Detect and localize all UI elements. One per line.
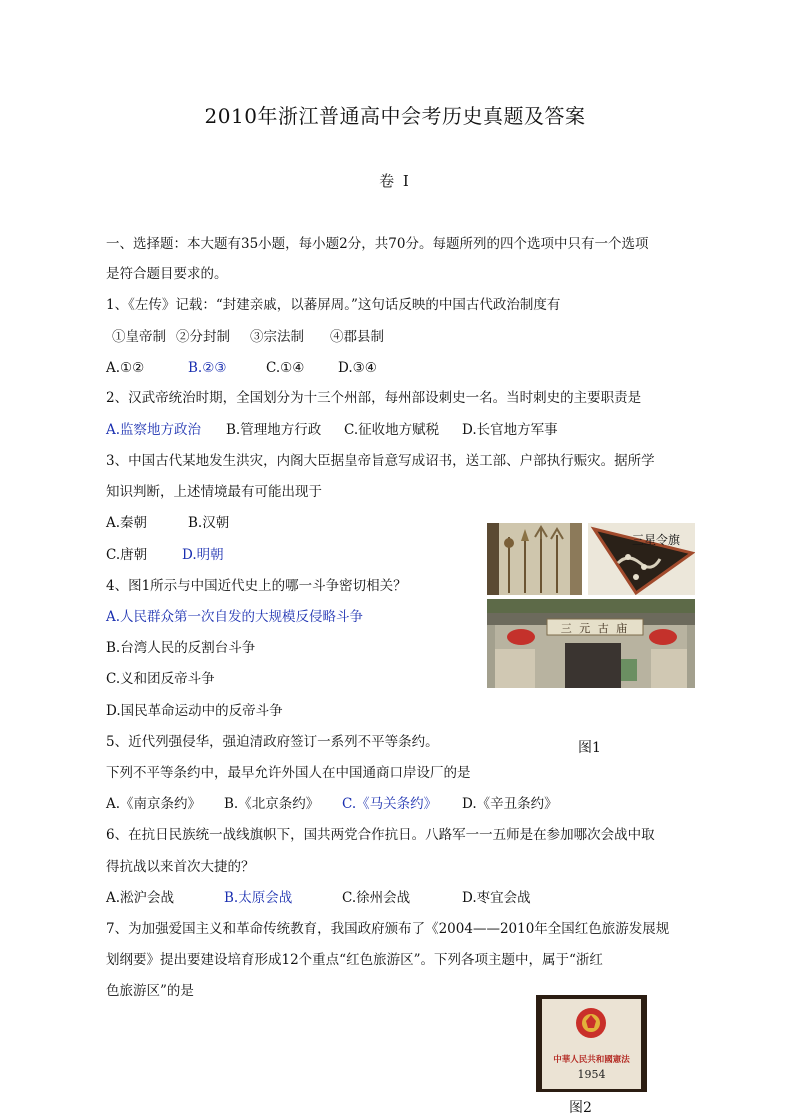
constitution-book-photo [536,995,647,1092]
option: D.国民革命运动中的反帝斗争 [106,703,283,719]
question-stem: 6、在抗日民族统一战线旗帜下，国共两党合作抗日。八路军一一五师是在参加哪次会战中取 [106,827,655,843]
option: D.长官地方军事 [462,422,558,438]
flag-photo [588,523,695,595]
option-answer: B.②③ [188,360,227,376]
option: C.征收地方赋税 [344,422,440,438]
question-stem: 知识判断，上述情境最有可能出现于 [106,484,322,500]
question-stem: 划纲要》提出要建设培育形成12个重点“红色旅游区”。下列各项主题中，属于“浙红 [106,952,603,968]
option-answer: A.监察地方政治 [106,422,202,438]
option: C.义和团反帝斗争 [106,671,215,687]
option: D.《辛丑条约》 [462,796,558,812]
question-stem: 3、中国古代某地发生洪灾，内阁大臣据皇帝旨意写成诏书，送工部、户部执行赈灾。据所学 [106,453,655,469]
question-stem: 下列不平等条约中，最早允许外国人在中国通商口岸设厂的是 [106,765,471,781]
question-stem: 4、图1所示与中国近代史上的哪一斗争密切相关？ [106,578,407,594]
option-answer: B.太原会战 [224,890,293,906]
book-title: 中華人民共和國憲法 [553,1055,630,1065]
question-stem: 5、近代列强侵华，强迫清政府签订一系列不平等条约。 [106,734,439,750]
temple-icon [487,599,695,688]
item: ②分封制 [176,329,230,345]
option: B.《北京条约》 [224,796,320,812]
option: A.秦朝 [106,515,148,531]
book-year: 1954 [577,1068,606,1081]
option: C.唐朝 [106,547,148,563]
question-stem: 7、为加强爱国主义和革命传统教育，我国政府颁布了《2004——2010年全国红色旅游发展规 [106,921,670,937]
option-answer: A.人民群众第一次自发的大规模反侵略斗争 [106,609,364,625]
item: ③宗法制 [250,329,304,345]
page-title: 2010年浙江普通高中会考历史真题及答案 [204,104,586,128]
plaque-text: 三 元 古 庙 [560,622,630,635]
option: D.③④ [338,360,377,376]
option: B.汉朝 [188,515,230,531]
weapons-icon [487,523,582,595]
item: ①皇帝制 [112,329,166,345]
option: B.管理地方行政 [226,422,322,438]
question-stem: 2、汉武帝统治时期，全国划分为十三个州部，每州部设刺史一名。当时刺史的主要职责是 [106,390,642,406]
section-heading-line: 是符合题目要求的。 [106,266,228,282]
option: D.枣宜会战 [462,890,531,906]
option: B.台湾人民的反割台斗争 [106,640,256,656]
item: ④郡县制 [330,329,384,345]
option-answer: D.明朝 [182,547,224,563]
option-answer: C.《马关条约》 [342,796,438,812]
option: C.徐州会战 [342,890,411,906]
figure-2-caption: 图2 [569,1100,592,1116]
question-stem: 得抗战以来首次大捷的？ [106,859,255,875]
option: A.①② [106,360,145,376]
volume-label: 卷 I [379,172,411,190]
option: A.《南京条约》 [106,796,202,812]
weapons-photo [487,523,582,595]
temple-photo [487,599,695,688]
figure-1-caption: 图1 [578,740,601,756]
flag-label: 三星令旗 [632,533,681,547]
section-heading-line: 一、选择题：本大题有35小题，每小题2分，共70分。每题所列的四个选项中只有一个选项 [106,236,649,252]
question-stem: 1、《左传》记载：“封建亲戚，以蕃屏周。”这句话反映的中国古代政治制度有 [106,297,561,313]
question-stem: 色旅游区”的是 [106,983,194,999]
option: C.①④ [266,360,305,376]
option: A.淞沪会战 [106,890,175,906]
